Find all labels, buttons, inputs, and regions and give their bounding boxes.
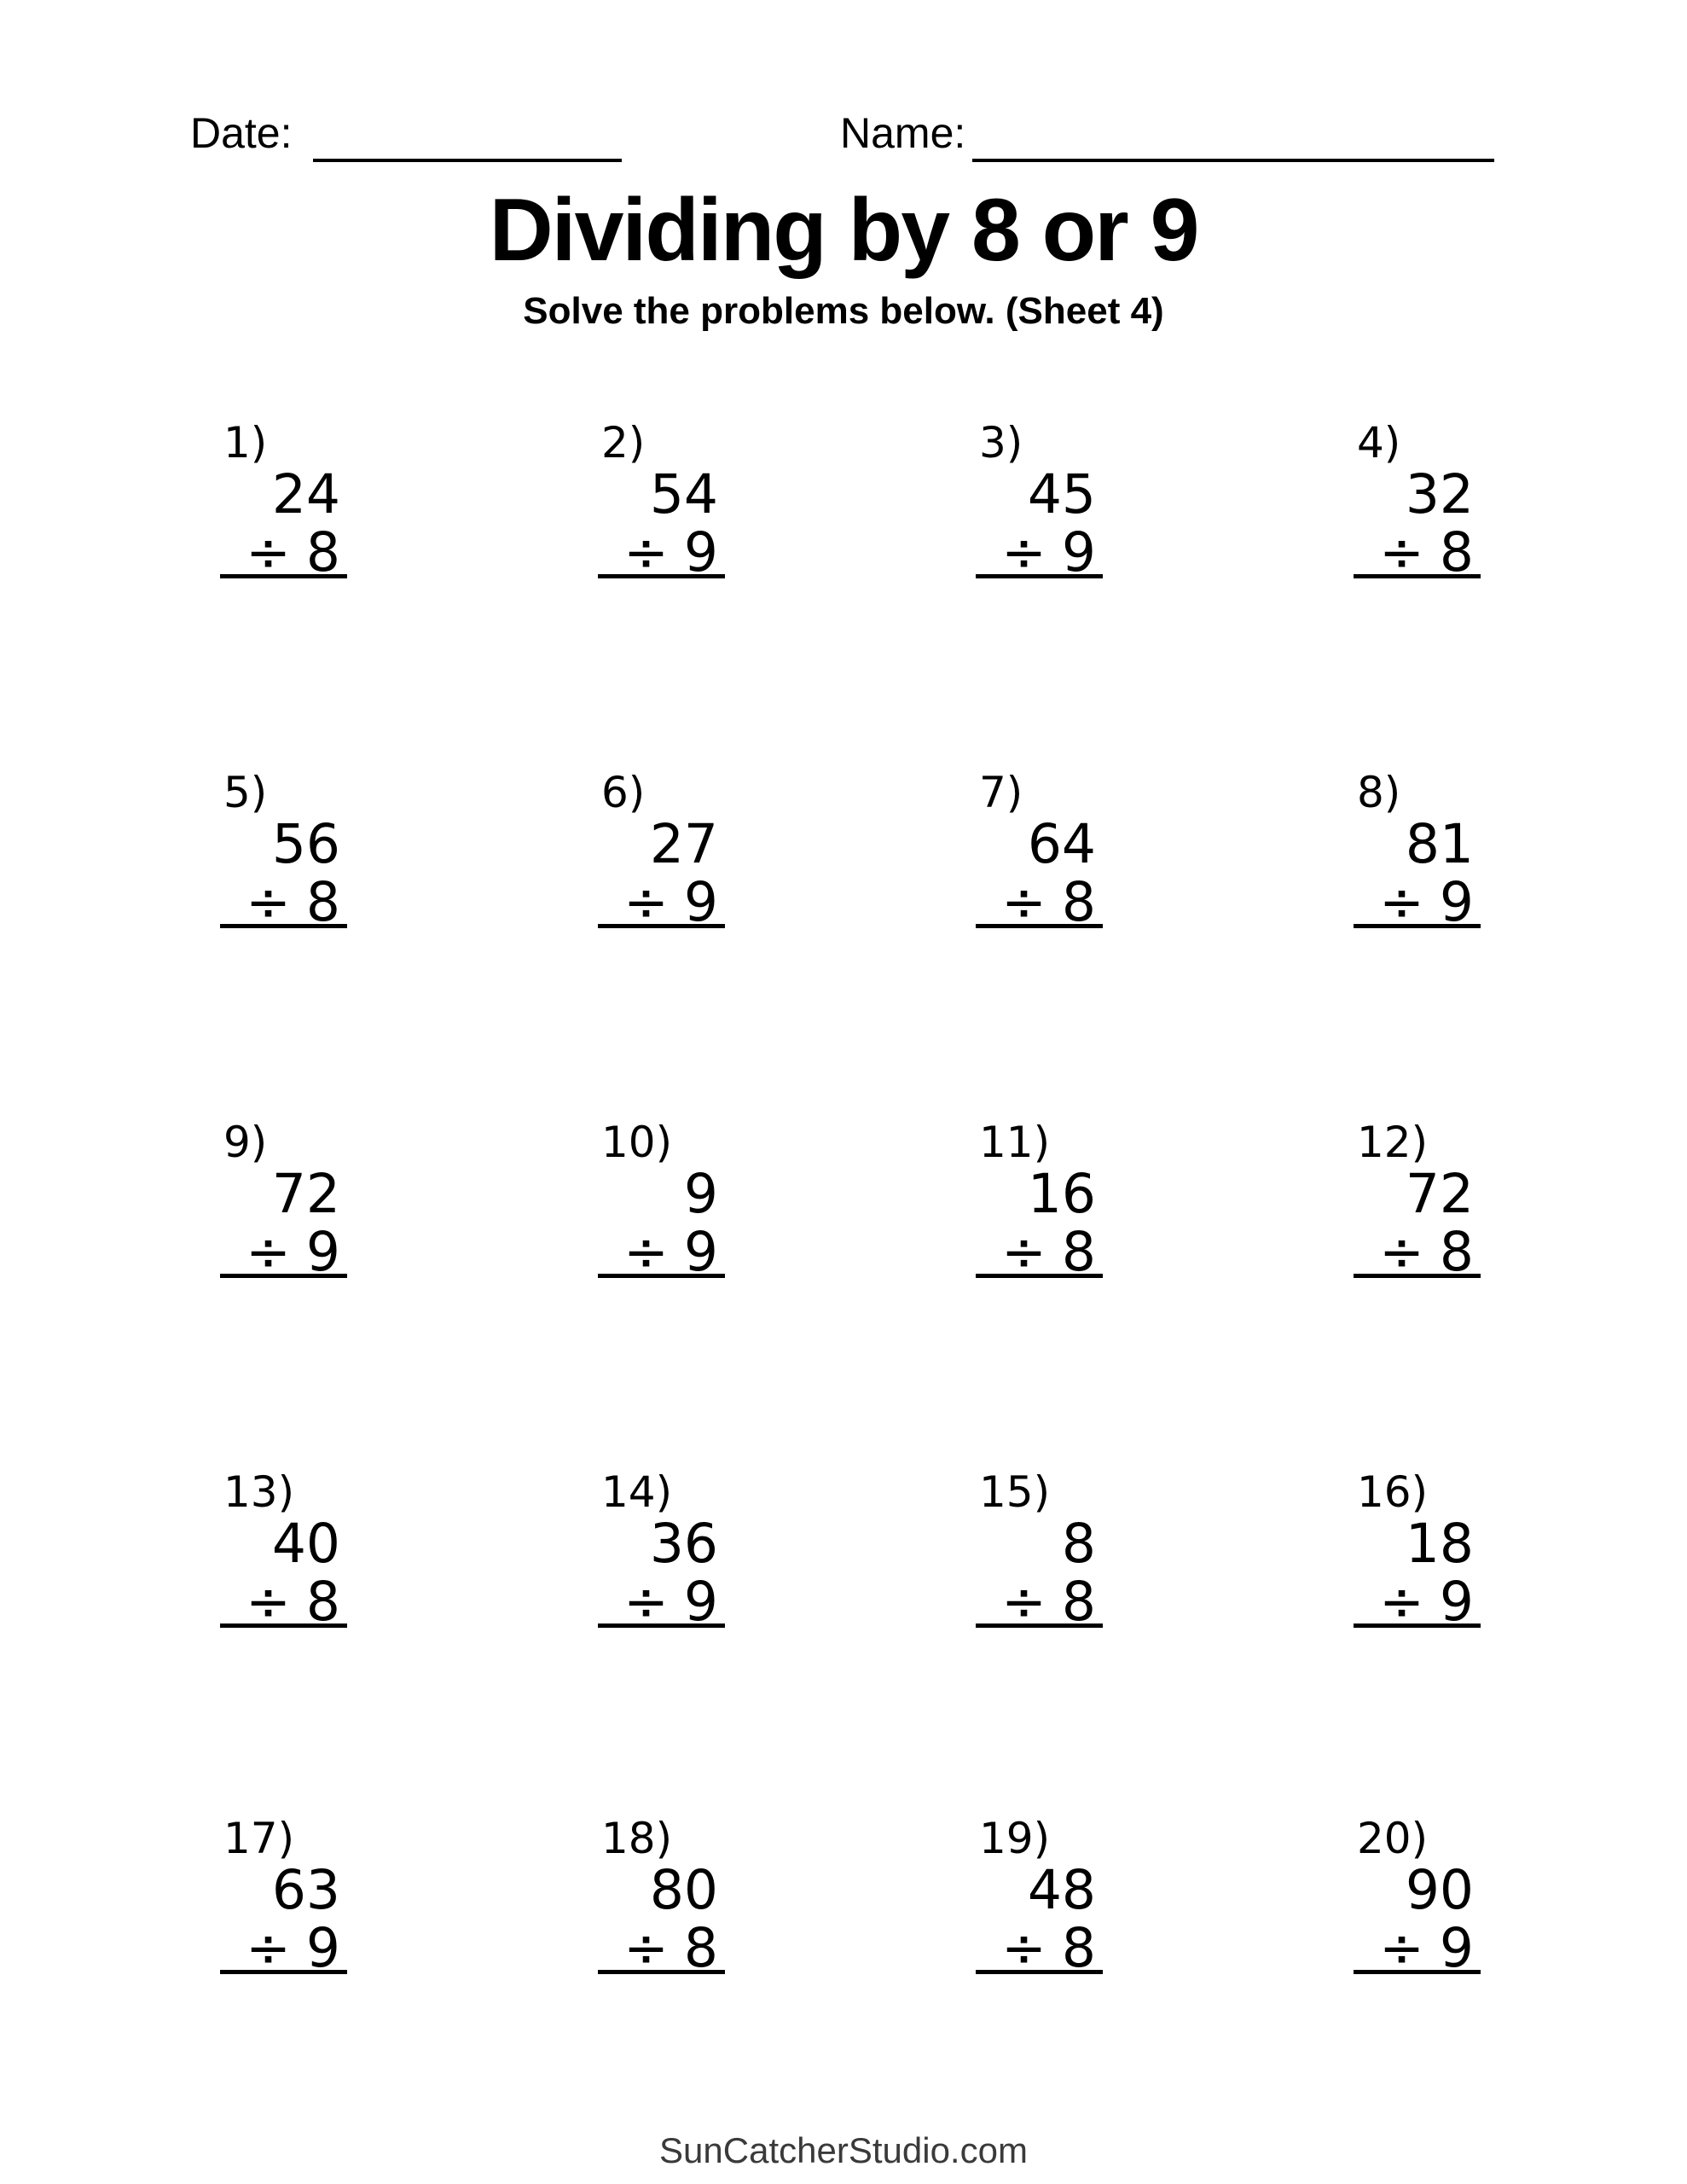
problem-number: 20)	[1357, 1814, 1429, 1863]
answer-line	[598, 1274, 725, 1278]
problem-number: 19)	[979, 1814, 1051, 1863]
division-sign-icon: ÷	[246, 521, 291, 584]
problem-cell	[222, 418, 347, 585]
divisor-row	[623, 871, 718, 933]
divisor: 8	[1061, 871, 1096, 933]
division-sign-icon: ÷	[246, 871, 291, 933]
divisor: 9	[683, 1571, 718, 1633]
problem-cell	[222, 1814, 347, 1981]
footer-site: SunCatcherStudio.com	[659, 2130, 1028, 2170]
division-sign-icon: ÷	[1001, 1571, 1046, 1633]
division-sign-icon: ÷	[623, 521, 669, 584]
division-sign-icon: ÷	[246, 1571, 291, 1633]
problem-number: 7)	[979, 768, 1023, 817]
page-subtitle: Solve the problems below. (Sheet 4)	[523, 290, 1164, 332]
answer-line	[976, 1623, 1103, 1628]
problem-cell	[600, 768, 725, 935]
division-sign-icon: ÷	[1379, 521, 1424, 584]
answer-line	[598, 1623, 725, 1628]
answer-line	[1354, 924, 1481, 928]
problem-number: 3)	[979, 418, 1023, 468]
problem-cell	[977, 1814, 1103, 1981]
dividend: 36	[649, 1513, 718, 1575]
answer-line	[1354, 574, 1481, 578]
divisor-row	[1001, 871, 1096, 933]
division-sign-icon: ÷	[1001, 1917, 1046, 1979]
problem-cell	[977, 418, 1103, 585]
problem-cell	[222, 1118, 347, 1285]
divisor-row	[1001, 1571, 1096, 1633]
divisor: 9	[1061, 521, 1096, 584]
divisor: 8	[1439, 1221, 1474, 1283]
answer-line	[976, 574, 1103, 578]
problem-number: 18)	[601, 1814, 673, 1863]
answer-line	[598, 574, 725, 578]
divisor: 9	[1439, 871, 1474, 933]
divisor-row	[623, 1571, 718, 1633]
divisor: 9	[305, 1221, 340, 1283]
dividend: 64	[1027, 813, 1096, 875]
divisor: 9	[1439, 1917, 1474, 1979]
divisor-row	[623, 1917, 718, 1979]
problem-cell	[222, 768, 347, 935]
problem-number: 4)	[1357, 418, 1401, 468]
dividend: 40	[271, 1513, 340, 1575]
answer-line	[1354, 1274, 1481, 1278]
division-sign-icon: ÷	[623, 1221, 669, 1283]
problem-number: 15)	[979, 1467, 1051, 1517]
dividend: 80	[649, 1859, 718, 1921]
answer-line	[1354, 1623, 1481, 1628]
date-label: Date:	[190, 109, 293, 157]
dividend: 48	[1027, 1859, 1096, 1921]
division-sign-icon: ÷	[1379, 1221, 1424, 1283]
division-sign-icon: ÷	[623, 871, 669, 933]
answer-line	[598, 1970, 725, 1974]
answer-line	[220, 1623, 347, 1628]
answer-line	[598, 924, 725, 928]
problem-number: 5)	[223, 768, 268, 817]
division-sign-icon: ÷	[1379, 871, 1424, 933]
divisor-row	[623, 521, 718, 584]
answer-line	[976, 924, 1103, 928]
dividend: 8	[1061, 1513, 1096, 1575]
problem-number: 2)	[601, 418, 646, 468]
dividend: 72	[1405, 1163, 1474, 1225]
division-sign-icon: ÷	[246, 1917, 291, 1979]
dividend: 56	[271, 813, 340, 875]
problem-cell	[1355, 418, 1481, 585]
divisor: 8	[1061, 1571, 1096, 1633]
divisor-row	[1379, 871, 1474, 933]
divisor: 8	[1061, 1917, 1096, 1979]
dividend: 54	[649, 463, 718, 526]
divisor-row	[1379, 1917, 1474, 1979]
division-sign-icon: ÷	[1379, 1917, 1424, 1979]
dividend: 9	[683, 1163, 718, 1225]
divisor-row	[1379, 521, 1474, 584]
answer-line	[1354, 1970, 1481, 1974]
problem-number: 14)	[601, 1467, 673, 1517]
problem-cell	[600, 1118, 725, 1285]
division-sign-icon: ÷	[623, 1917, 669, 1979]
divisor-row	[246, 1917, 340, 1979]
divisor: 9	[1439, 1571, 1474, 1633]
answer-line	[220, 1970, 347, 1974]
problem-cell	[600, 1467, 725, 1635]
problem-cell	[977, 1118, 1103, 1285]
problem-cell	[222, 1467, 347, 1635]
divisor-row	[623, 1221, 718, 1283]
problem-cell	[1355, 1814, 1481, 1981]
dividend: 32	[1405, 463, 1474, 526]
dividend: 45	[1027, 463, 1096, 526]
divisor-row	[1001, 1221, 1096, 1283]
dividend: 18	[1405, 1513, 1474, 1575]
division-sign-icon: ÷	[1001, 871, 1046, 933]
answer-line	[220, 574, 347, 578]
name-label: Name:	[840, 109, 966, 157]
problem-cell	[1355, 1118, 1481, 1285]
problem-number: 12)	[1357, 1118, 1429, 1167]
divisor: 9	[683, 1221, 718, 1283]
problem-cell	[600, 418, 725, 585]
divisor: 8	[305, 871, 340, 933]
divisor: 9	[683, 521, 718, 584]
dividend: 63	[271, 1859, 340, 1921]
problem-cell	[977, 1467, 1103, 1635]
problem-number: 1)	[223, 418, 268, 468]
problem-cell	[977, 768, 1103, 935]
dividend: 72	[271, 1163, 340, 1225]
division-sign-icon: ÷	[1001, 521, 1046, 584]
divisor-row	[1001, 1917, 1096, 1979]
divisor: 9	[683, 871, 718, 933]
problem-cell	[1355, 1467, 1481, 1635]
answer-line	[220, 924, 347, 928]
problem-number: 13)	[223, 1467, 295, 1517]
answer-line	[976, 1970, 1103, 1974]
divisor-row	[246, 1571, 340, 1633]
divisor-row	[246, 871, 340, 933]
problem-number: 10)	[601, 1118, 673, 1167]
divisor: 8	[305, 521, 340, 584]
problem-cell	[600, 1814, 725, 1981]
dividend: 24	[271, 463, 340, 526]
dividend: 81	[1405, 813, 1474, 875]
dividend: 90	[1405, 1859, 1474, 1921]
problem-number: 6)	[601, 768, 646, 817]
problem-number: 17)	[223, 1814, 295, 1863]
divisor-row	[1379, 1221, 1474, 1283]
division-sign-icon: ÷	[1379, 1571, 1424, 1633]
division-sign-icon: ÷	[246, 1221, 291, 1283]
divisor-row	[1001, 521, 1096, 584]
problem-cell	[1355, 768, 1481, 935]
dividend: 16	[1027, 1163, 1096, 1225]
problem-number: 8)	[1357, 768, 1401, 817]
problem-number: 16)	[1357, 1467, 1429, 1517]
problem-number: 9)	[223, 1118, 268, 1167]
dividend: 27	[649, 813, 718, 875]
divisor: 8	[305, 1571, 340, 1633]
divisor-row	[246, 521, 340, 584]
answer-line	[220, 1274, 347, 1278]
answer-line	[976, 1274, 1103, 1278]
problem-number: 11)	[979, 1118, 1051, 1167]
divisor: 8	[1439, 521, 1474, 584]
division-sign-icon: ÷	[1001, 1221, 1046, 1283]
divisor: 8	[1061, 1221, 1096, 1283]
divisor-row	[246, 1221, 340, 1283]
divisor: 8	[683, 1917, 718, 1979]
division-sign-icon: ÷	[623, 1571, 669, 1633]
divisor-row	[1379, 1571, 1474, 1633]
page-title: Dividing by 8 or 9	[489, 181, 1198, 280]
divisor: 9	[305, 1917, 340, 1979]
